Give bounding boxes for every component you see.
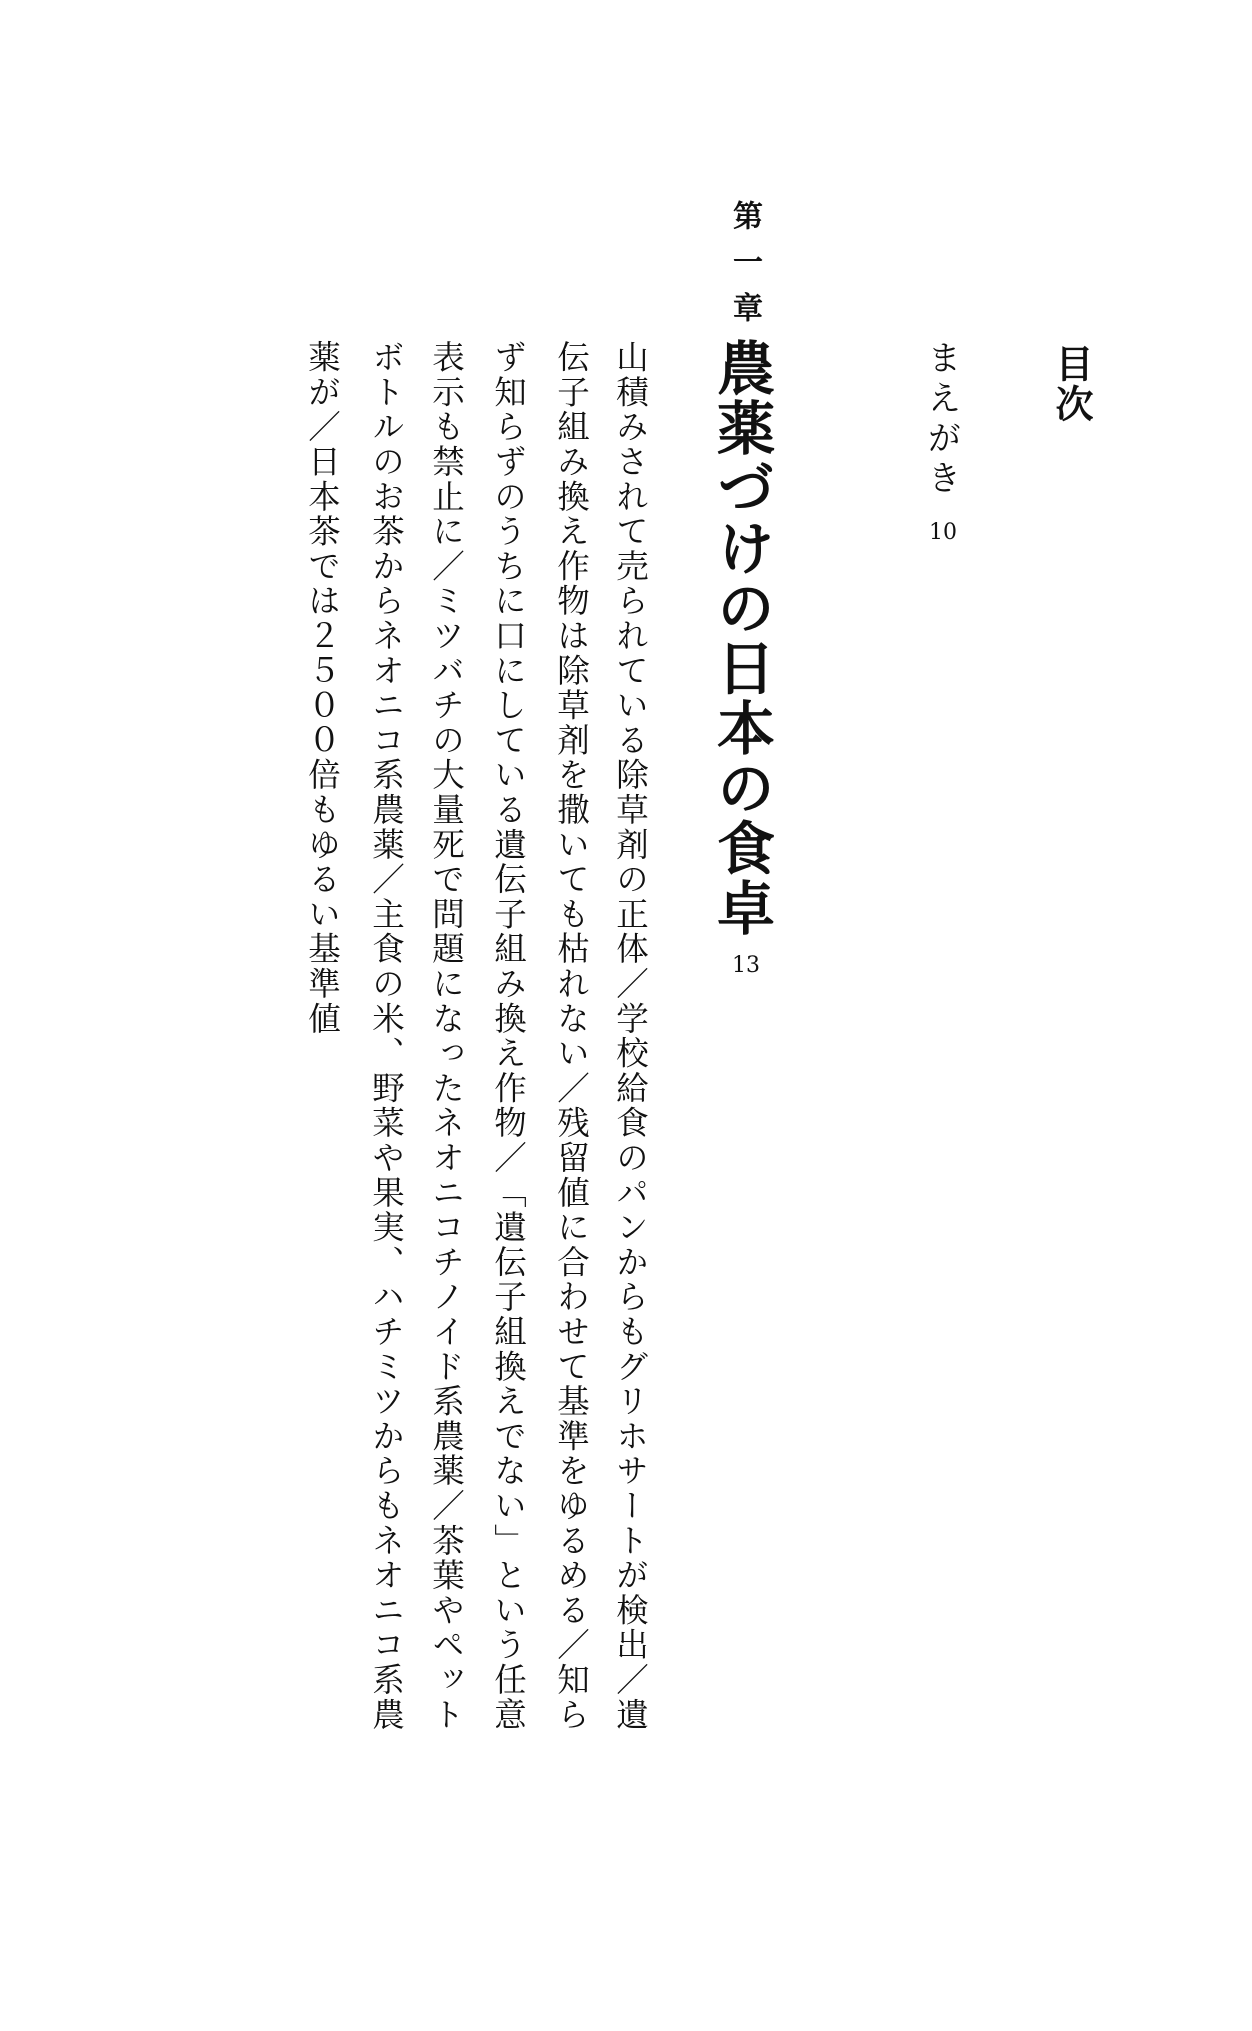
- chapter-1-title: 農薬づけの日本の食卓: [707, 338, 775, 938]
- toc-heading: 目次: [1049, 344, 1093, 424]
- toc-entry-preface-page-number: 10: [929, 520, 957, 545]
- chapter-1-page-number: 13: [732, 953, 760, 978]
- chapter-1-contents-line: 薬が／日本茶では２５００倍もゆるい基準値: [303, 340, 342, 1036]
- chapter-1-contents-line: ボトルのお茶からネオニコ系農薬／主食の米、野菜や果実、ハチミツからもネオニコ系農: [367, 340, 406, 1732]
- chapter-1-contents-line: 山積みされて売られている除草剤の正体／学校給食のパンからもグリホサートが検出／遺: [611, 340, 650, 1732]
- chapter-1-label: 第一章: [727, 200, 762, 338]
- chapter-1-contents-line: 表示も禁止に／ミツバチの大量死で問題になったネオニコチノイド系農薬／茶葉やペット: [427, 340, 466, 1732]
- chapter-1-contents-line: ず知らずのうちに口にしている遺伝子組み換え作物／「遺伝子組換えでない」という任意: [489, 340, 528, 1732]
- chapter-1-contents-line: 伝子組み換え作物は除草剤を撒いても枯れない／残留値に合わせて基準をゆるめる／知ら: [552, 340, 591, 1732]
- toc-entry-preface-title: まえがき: [921, 340, 961, 500]
